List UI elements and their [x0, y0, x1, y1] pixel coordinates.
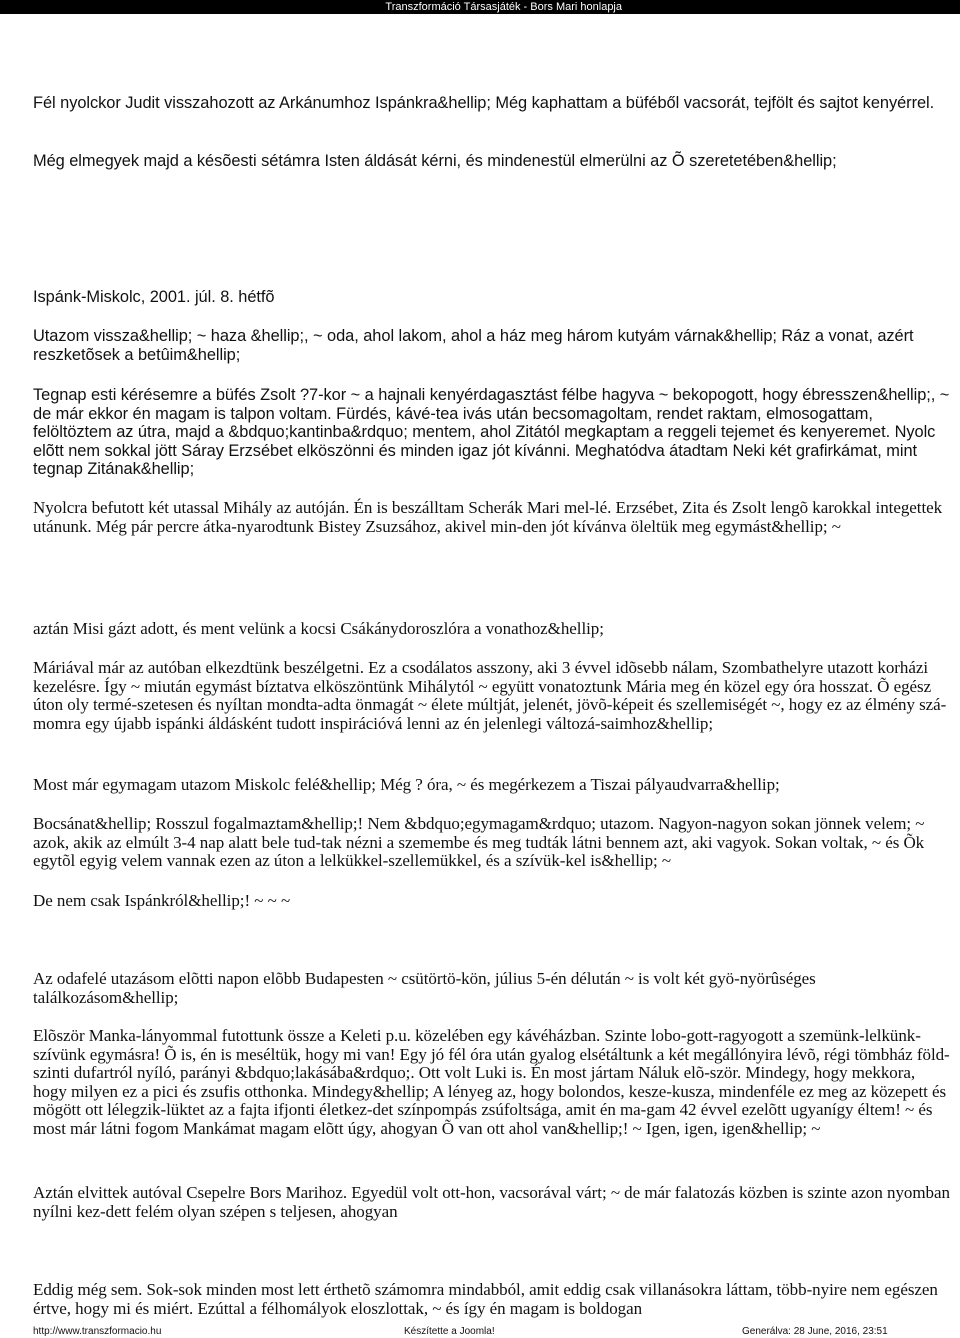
paragraph-date-heading: Ispánk-Miskolc, 2001. júl. 8. hétfõ	[33, 288, 275, 306]
paragraph-8: Most már egymagam utazom Miskolc felé&hellip; Még ? óra, ~ és megérkezem a Tiszai pályaudvarra&hellip;	[33, 775, 780, 794]
paragraph-13: Aztán elvittek autóval Csepelre Bors Marihoz. Egyedül volt ott-hon, vacsorával várt; ~ de már falatozás közben is szinte azon nyomban nyílni kez-dett felém olyan szépen s teljesen, ahogyan	[33, 1183, 950, 1221]
paragraph-7: Máriával már az autóban elkezdtünk beszélgetni. Ez a csodálatos asszony, aki 3 évvel idõsebb nálam, Szombathelyre utazott korházi kezelésre. Így ~ miután egymást bíztatva elköszöntünk Mihálytól ~ együtt vonatoztunk Mária meg én közel egy óra hosszat. Õ egész úton oly termé-szetesen és nyíltan mondta-adta önmagát ~ élete múltját, jelenét, jövõ-képeit és szellemiségét ~, hogy ez az élmény szá-momra egy újabb ispánki áldásként tudott inspirációvá lenni az én jelenlegi változá-saimhoz&hellip;	[33, 658, 947, 733]
page-footer	[0, 1326, 960, 1338]
paragraph-14: Eddig még sem. Sok-sok minden most lett érthetõ számomra mindabból, amit eddig csak villanásokra láttam, több-nyire nem egészen értve, hogy mi és miért. Ezúttal a félhomályok eloszlottak, ~ és így én magam is boldogan	[33, 1280, 938, 1318]
footer-credit: Készítette a Joomla!	[404, 1326, 495, 1337]
footer-site-url[interactable]: http://www.transzformacio.hu	[33, 1326, 162, 1337]
paragraph-4: Tegnap esti kérésemre a büfés Zsolt ?7-kor ~ a hajnali kenyérdagasztást félbe hagyva ~ bekopogott, hogy ébresszen&hellip;, ~ de már ekkor én magam is talpon voltam. Fürdés, kávé-tea ivás után becsomagoltam, rendet raktam, elmosogattam, felöltöztem az útra, majd a &bdquo;kantinba&rdquo; mentem, ahol Zitától megkaptam a reggeli tejemet és kenyeremet. Nyolc elõtt nem sokkal jött Sáray Erzsébet elköszönni és minden igaz jót kívánni. Meghatódva átadtam Neki két grafirkámat, mint tegnap Zitának&hellip;	[33, 386, 950, 479]
paragraph-2: Még elmegyek majd a késõesti sétámra Isten áldását kérni, és mindenestül elmerülni az Õ szeretetében&hellip;	[33, 152, 837, 170]
paragraph-1: Fél nyolckor Judit visszahozott az Arkánumhoz Ispánkra&hellip; Még kaphattam a büféből vacsorát, tejfölt és sajtot kenyérrel.	[33, 94, 935, 112]
paragraph-5: Nyolcra befutott két utassal Mihály az autóján. Én is beszálltam Scherák Mari mel-lé. Erzsébet, Zita és Zsolt lengõ karokkal integettek utánunk. Még pár percre átka-nyarodtunk Bistey Zsuzsához, akivel min-den jót kívánva öleltük meg egymást&hellip; ~	[33, 498, 943, 536]
paragraph-11: Az odafelé utazásom elõtti napon elõbb Budapesten ~ csütörtö-kön, július 5-én délután ~ is volt két gyö-nyörûséges találkozásom&hellip;	[33, 969, 816, 1007]
paragraph-9: Bocsánat&hellip; Rosszul fogalmaztam&hellip;! Nem &bdquo;egymagam&rdquo; utazom. Nagyon-nagyon sokan jönnek velem; ~ azok, akik az elmúlt 3-4 nap alatt bele tud-tak nézni a szemembe és meg tudták látni bennem azt, aki vagyok. Sokan voltak, ~ és Õk egytõl egyig velem vannak ezen az úton a lelkükkel-szellemükkel, és a szívük-kel is&hellip; ~	[33, 814, 925, 871]
paragraph-12: Elõször Manka-lányommal futottunk össze a Keleti p.u. közelében egy kávéházban. Szinte lobo-gott-ragyogott a szemünk-lelkünk-szívünk egymásra! Õ is, én is meséltük, hogy mi van! Egy jó fél óra után gyalog elsétáltunk a két megállónyira lévõ, régi tömbház föld-szinti dufartról nyíló, parányi &bdquo;lakásába&rdquo;. Ott volt Luki is. Én most jártam Náluk elõ-ször. Mindegy, hogy mekkora, hogy milyen ez a pici és zsufis otthonka. Mindegy&hellip; A lényeg az, hogy bolondos, kesze-kusza, mindenféle ez meg az közepett és mögött ott lélegzik-lüktet az a fajta ifjonti életkez-det színpompás zsúfoltsága, amit én ma-gam 42 évvel ezelõtt ugyanígy éltem! ~ és most már látni fogom Mankámat magam elõtt úgy, ahogyan Õ van ott ahol van&hellip;! ~ Igen, igen, igen&hellip; ~	[33, 1026, 950, 1138]
site-title: Transzformáció Társasjáték - Bors Mari honlapja	[385, 1, 622, 13]
paragraph-10: De nem csak Ispánkról&hellip;! ~ ~ ~	[33, 891, 291, 910]
site-header-bar	[0, 0, 960, 14]
footer-generated-date: Generálva: 28 June, 2016, 23:51	[742, 1326, 888, 1337]
paragraph-3: Utazom vissza&hellip; ~ haza &hellip;, ~ oda, ahol lakom, ahol a ház meg három kutyám várnak&hellip; Ráz a vonat, azért reszketõsek a betûim&hellip;	[33, 327, 914, 364]
paragraph-6: aztán Misi gázt adott, és ment velünk a kocsi Csákánydoroszlóra a vonathoz&hellip;	[33, 619, 604, 638]
